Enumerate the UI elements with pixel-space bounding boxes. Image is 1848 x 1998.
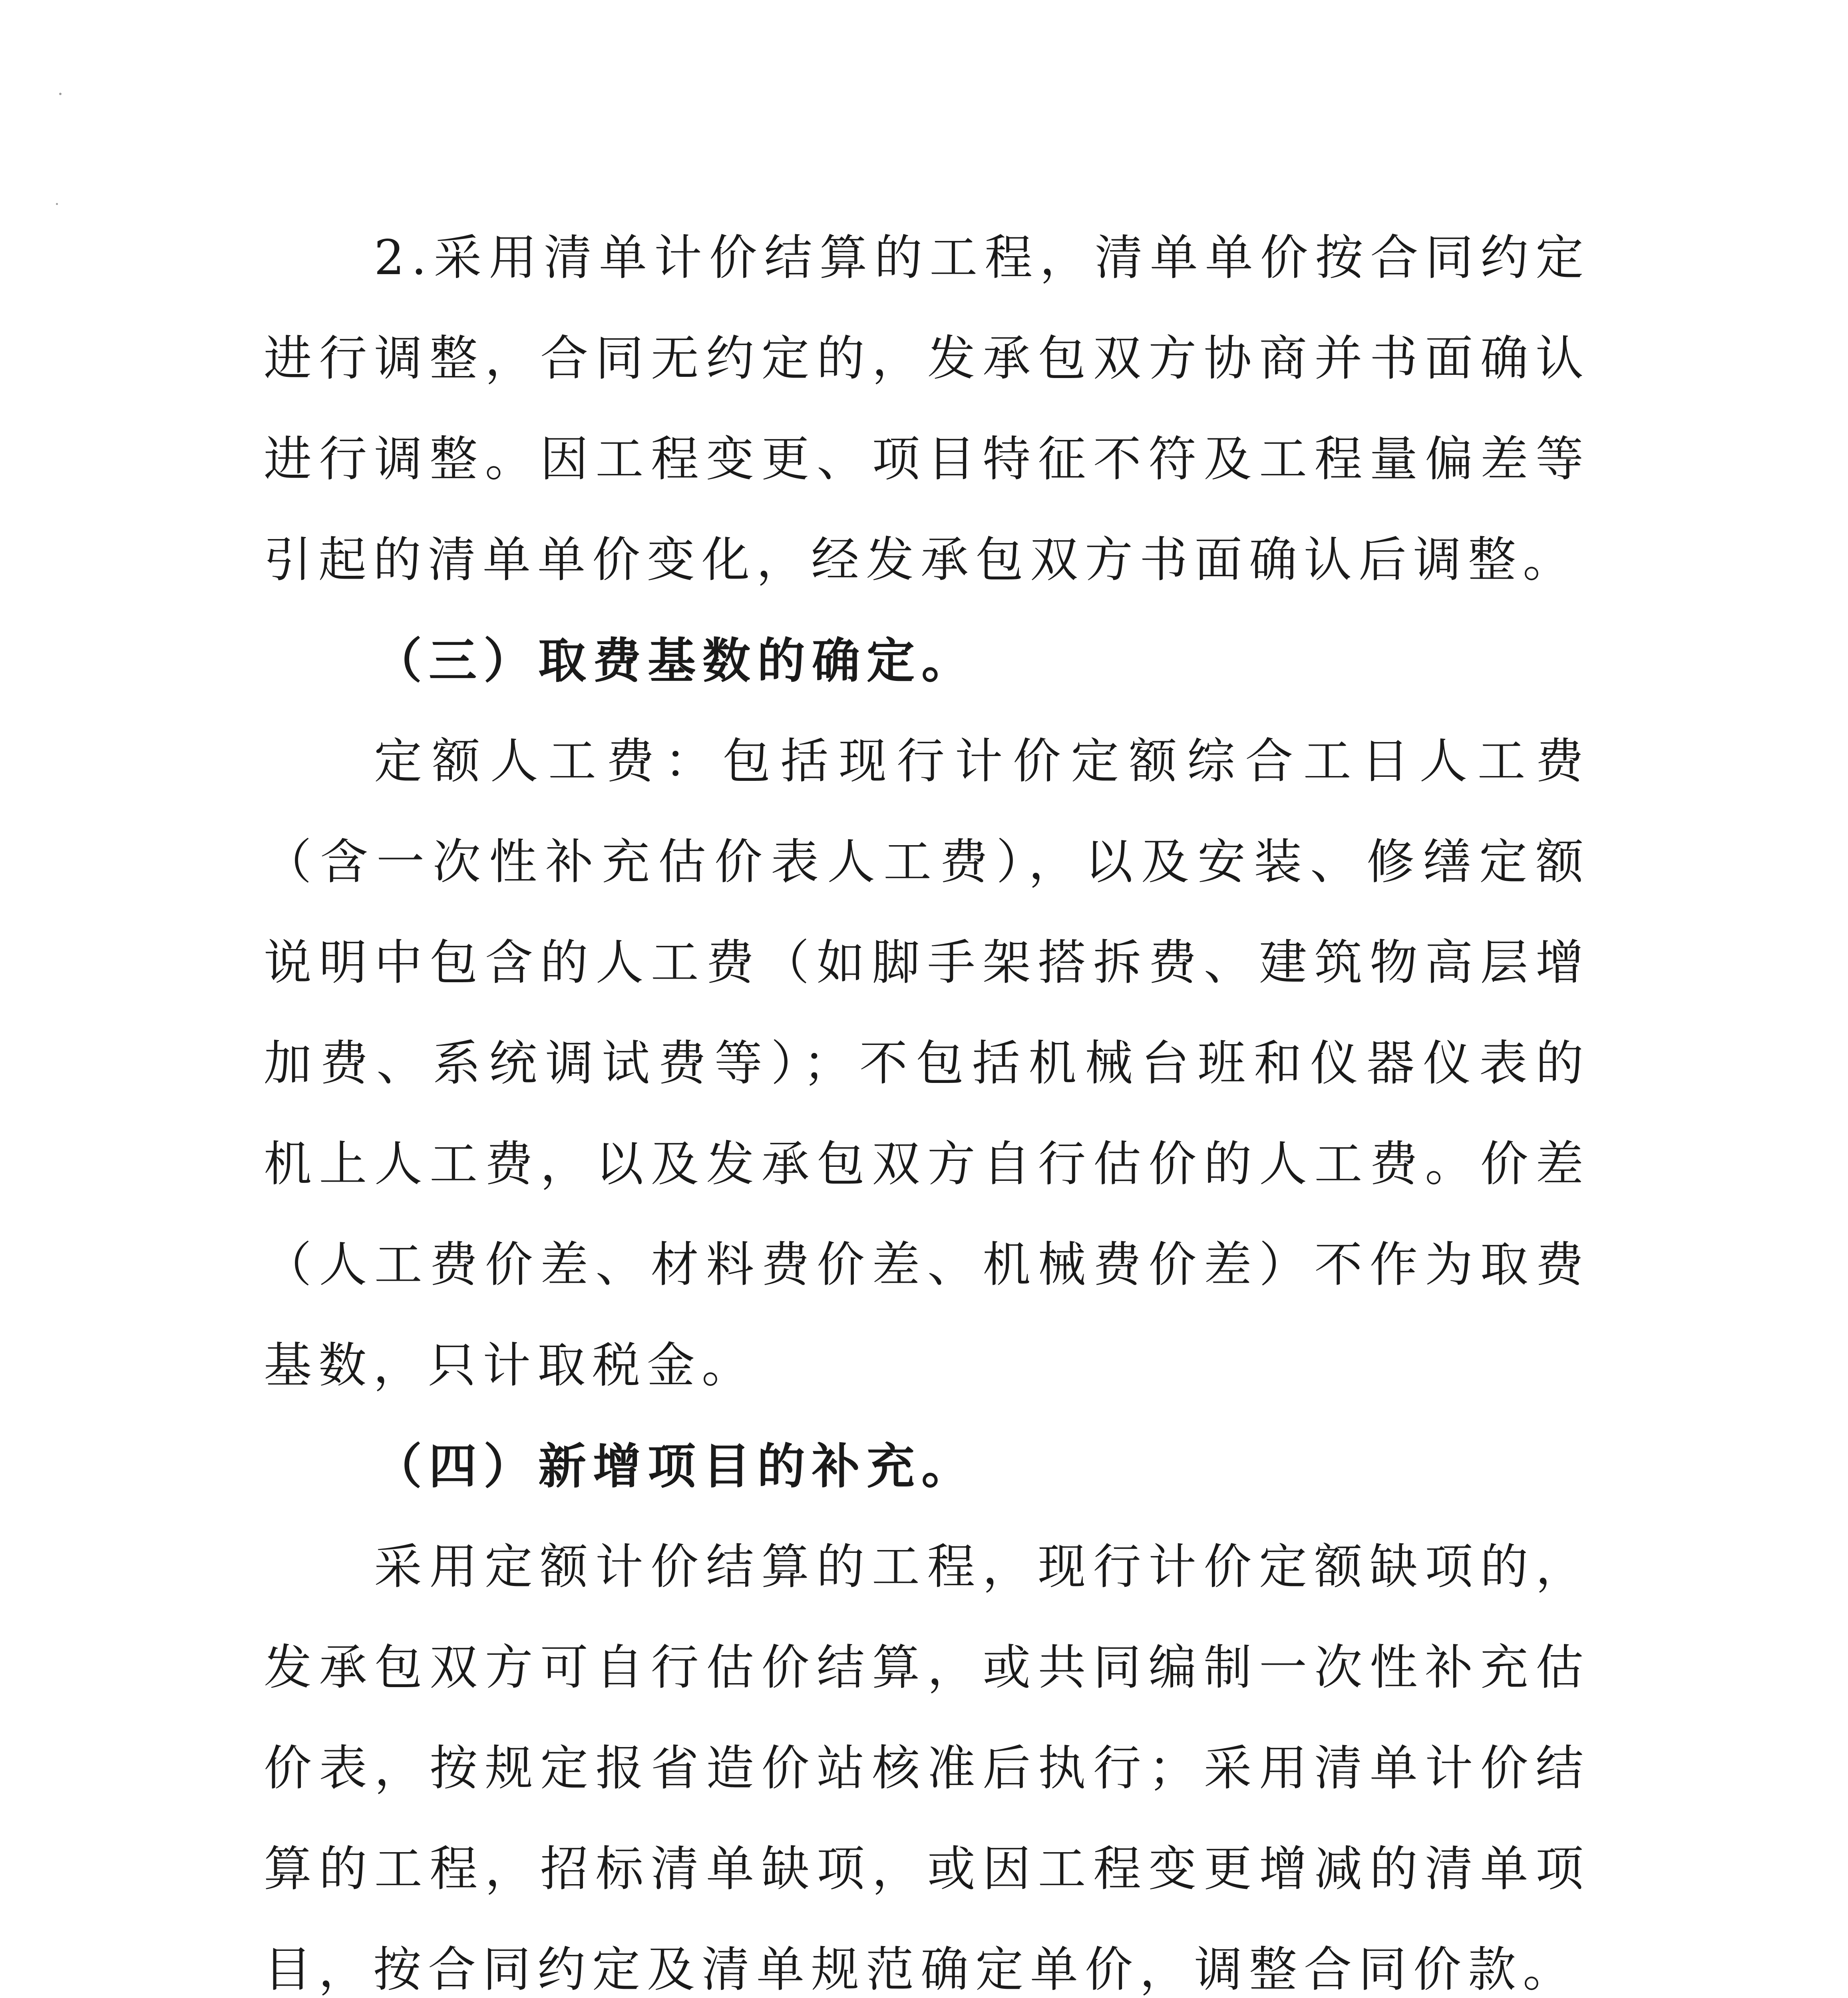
section-heading-fee-base: （三）取费基数的确定。 bbox=[374, 633, 976, 689]
scan-speck bbox=[56, 203, 58, 205]
paragraph-new-items: 采用定额计价结算的工程，现行计价定额缺项的，发承包双方可自行估价结算，或共同编制一次性补充估价表，按规定报省造价站核准后执行；采用清单计价结算的工程，招标清单缺项，或因工程变更增减的清单项目，按合同约定及清单规范确定单价，调整合同价款。 bbox=[264, 1539, 1590, 1998]
scan-speck bbox=[59, 93, 62, 95]
document-body bbox=[264, 208, 1590, 1998]
paragraph-fee-base: 定额人工费：包括现行计价定额综合工日人工费（含一次性补充估价表人工费），以及安装、修缮定额说明中包含的人工费（如脚手架搭拆费、建筑物高层增加费、系统调试费等）；不包括机械台班和仪器仪表的机上人工费，以及发承包双方自行估价的人工费。价差（人工费价差、材料费价差、机械费价差）不作为取费基数，只计取税金。 bbox=[264, 734, 1590, 1393]
paragraph-clearing-price-adjustment: 2.采用清单计价结算的工程，清单单价按合同约定进行调整，合同无约定的，发承包双方协商并书面确认进行调整。因工程变更、项目特征不符及工程量偏差等引起的清单单价变化，经发承包双方书面确认后调整。 bbox=[264, 230, 1590, 588]
section-heading-new-items: （四）新增项目的补充。 bbox=[374, 1438, 976, 1495]
